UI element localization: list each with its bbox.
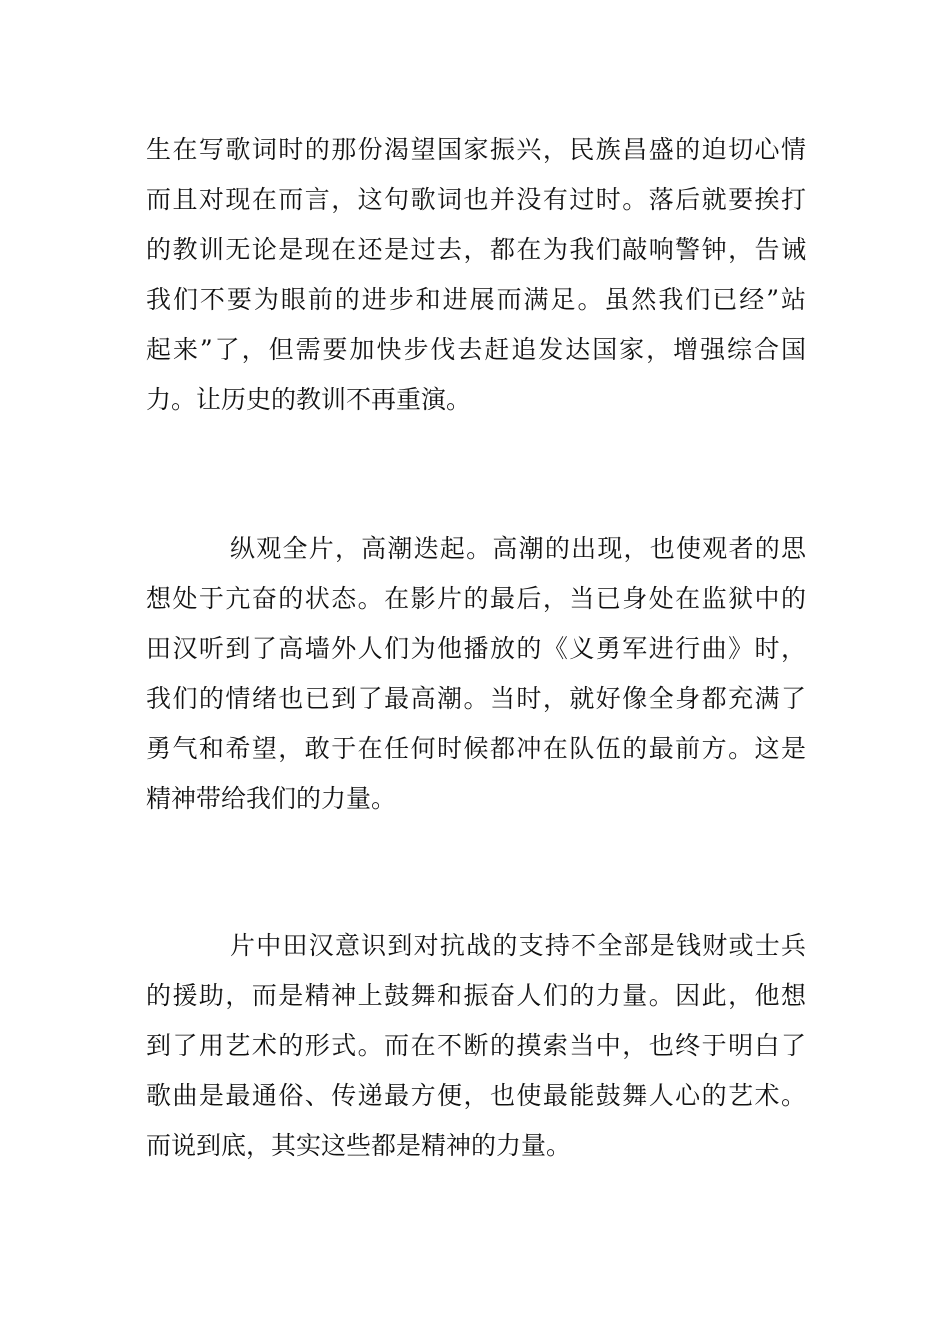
paragraph-2-line-4: 我们的情绪也已到了最高潮。当时，就好像全身都充满了 bbox=[146, 684, 806, 713]
paragraph-1-line-3: 的教训无论是现在还是过去，都在为我们敲响警钟，告诫 bbox=[146, 235, 806, 264]
paragraph-1-line-6: 力。让历史的教训不再重演。 bbox=[146, 385, 472, 414]
paragraph-3-line-1: 片中田汉意识到对抗战的支持不全部是钱财或士兵 bbox=[230, 931, 806, 960]
paragraph-2-line-2: 想处于亢奋的状态。在影片的最后，当已身处在监狱中的 bbox=[146, 584, 806, 613]
paragraph-1-line-5: 起来”了，但需要加快步伐去赶追发达国家，增强综合国 bbox=[146, 335, 806, 364]
paragraph-2-line-1: 纵观全片，高潮迭起。高潮的出现，也使观者的思 bbox=[230, 534, 806, 563]
paragraph-3-line-4: 歌曲是最通俗、传递最方便，也使最能鼓舞人心的艺术。 bbox=[146, 1081, 806, 1110]
paragraph-2-line-6: 精神带给我们的力量。 bbox=[146, 784, 397, 813]
paragraph-3-line-2: 的援助，而是精神上鼓舞和振奋人们的力量。因此，他想 bbox=[146, 981, 806, 1010]
paragraph-1-line-4: 我们不要为眼前的进步和进展而满足。虽然我们已经”站 bbox=[146, 285, 806, 314]
paragraph-2-line-5: 勇气和希望，敢于在任何时候都冲在队伍的最前方。这是 bbox=[146, 734, 806, 763]
paragraph-1-line-1: 生在写歌词时的那份渴望国家振兴，民族昌盛的迫切心情 bbox=[146, 135, 806, 164]
paragraph-3-line-3: 到了用艺术的形式。而在不断的摸索当中，也终于明白了 bbox=[146, 1031, 806, 1060]
paragraph-3-line-5: 而说到底，其实这些都是精神的力量。 bbox=[146, 1131, 572, 1160]
paragraph-1-line-2: 而且对现在而言，这句歌词也并没有过时。落后就要挨打 bbox=[146, 185, 806, 214]
paragraph-2-line-3: 田汉听到了高墙外人们为他播放的《义勇军进行曲》时， bbox=[146, 634, 806, 663]
